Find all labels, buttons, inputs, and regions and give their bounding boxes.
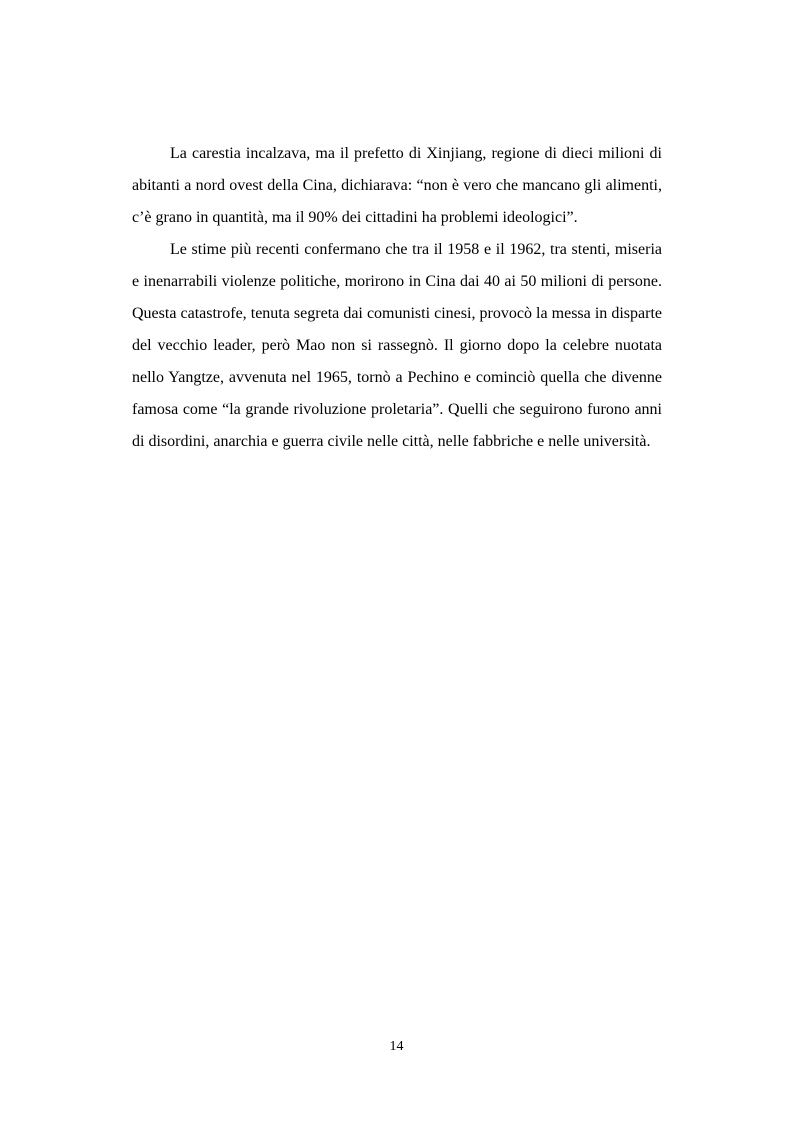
paragraph-1: La carestia incalzava, ma il prefetto di Xinjiang, regione di dieci milioni di abitanti a nord ovest della Cina, dichiarava: “non è vero che mancano gli alimenti, c’è grano in quantità, ma il 90% dei cittadini ha problemi ideologici”. — [132, 145, 662, 226]
page-number: 14 — [389, 1039, 404, 1054]
page-body — [132, 138, 662, 458]
paragraph-2: Le stime più recenti confermano che tra il 1958 e il 1962, tra stenti, miseria e inenarrabili violenze politiche, morirono in Cina dai 40 ai 50 milioni di persone. Questa catastrofe, tenuta segreta dai comunisti cinesi, provocò la messa in disparte del vecchio leader, però Mao non si rassegnò. Il giorno dopo la celebre nuotata nello Yangtze, avvenuta nel 1965, tornò a Pechino e cominciò quella che divenne famosa come “la grande rivoluzione proletaria”. Quelli che seguirono furono anni di disordini, anarchia e guerra civile nelle città, nelle fabbriche e nelle università. — [132, 241, 662, 450]
